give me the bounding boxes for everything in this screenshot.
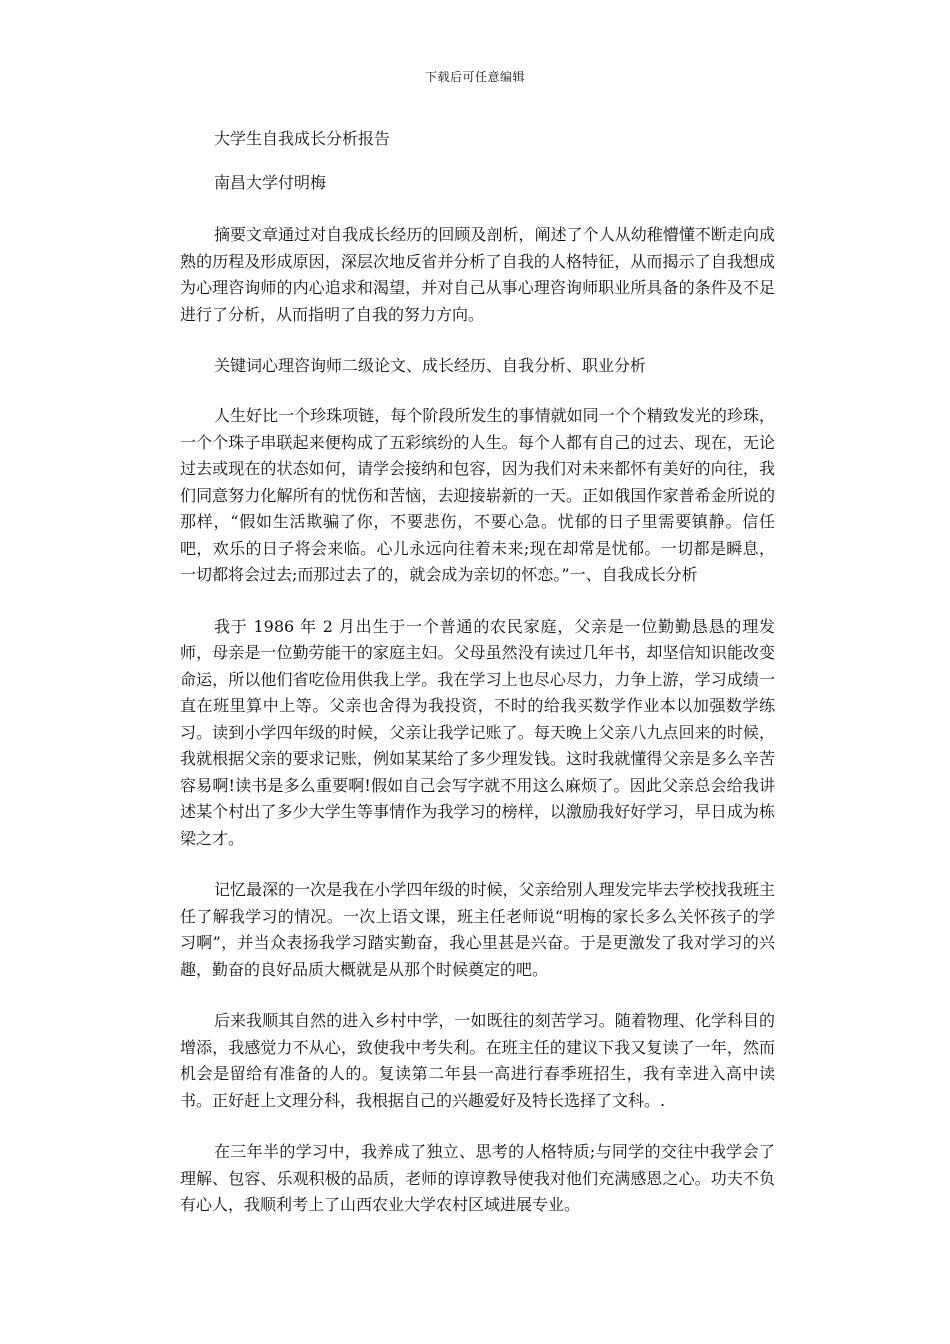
body-paragraph: 在三年半的学习中，我养成了独立、思考的人格特质;与同学的交往中我学会了理解、包容、乐观积极的品质，老师的谆谆教导使我对他们充满感恩之心。功夫不负有心人，我顺利考上了山西农业大学农村区域进展专业。 xyxy=(180,1142,775,1214)
document-body xyxy=(180,126,775,1244)
body-paragraph: 后来我顺其自然的进入乡村中学，一如既往的刻苦学习。随着物理、化学科目的增添，我感觉力不从心，致使我中考失利。在班主任的建议下我又复读了一年，然而机会是留给有准备的人的。复读第二年县一高进行春季班招生，我有幸进入高中读书。正好赶上文理分科，我根据自己的兴趣爱好及特长选择了文科。. xyxy=(180,1011,775,1110)
keywords-line: 关键词心理咨询师二级论文、成长经历、自我分析、职业分析 xyxy=(214,356,647,375)
document-author: 南昌大学付明梅 xyxy=(214,173,327,192)
abstract-paragraph: 摘要文章通过对自我成长经历的回顾及剖析，阐述了个人从幼稚懵懂不断走向成熟的历程及形成原因，深层次地反省并分析了自我的人格特征，从而揭示了自我想成为心理咨询师的内心追求和渴望，并对自己从事心理咨询师职业所具备的条件及不足进行了分析，从而指明了自我的努力方向。 xyxy=(180,225,775,324)
body-paragraph: 记忆最深的一次是我在小学四年级的时候，父亲给别人理发完毕去学校找我班主任了解我学习的情况。一次上语文课，班主任老师说“明梅的家长多么关怀孩子的学习啊”，并当众表扬我学习踏实勤奋，我心里甚是兴奋。于是更激发了我对学习的兴趣，勤奋的良好品质大概就是从那个时候奠定的吧。 xyxy=(180,880,775,979)
body-paragraph: 我于 1986 年 2 月出生于一个普通的农民家庭，父亲是一位勤勤恳恳的理发师，母亲是一位勤劳能干的家庭主妇。父母虽然没有读过几年书，却坚信知识能改变命运，所以他们省吃俭用供我上学。我在学习上也尽心尽力，力争上游，学习成绩一直在班里算中上等。父亲也舍得为我投资，不时的给我买数学作业本以加强数学练习。读到小学四年级的时候，父亲让我学记账了。每天晚上父亲八九点回来的时候，我就根据父亲的要求记账，例如某某给了多少理发钱。这时我就懂得父亲是多么辛苦容易啊!读书是多么重要啊!假如自己会写字就不用这么麻烦了。因此父亲总会给我讲述某个村出了多少大学生等事情作为我学习的榜样，以激励我好好学习，早日成为栋梁之才。 xyxy=(180,616,775,848)
header-note: 下载后可任意编辑 xyxy=(424,70,525,84)
body-paragraph: 人生好比一个珍珠项链，每个阶段所发生的事情就如同一个个精致发光的珍珠，一个个珠子串联起来便构成了五彩缤纷的人生。每个人都有自己的过去、现在，无论过去或现在的状态如何，请学会接纳和包容，因为我们对未来都怀有美好的向往，我们同意努力化解所有的忧伤和苦恼，去迎接崭新的一天。正如俄国作家普希金所说的那样，“假如生活欺骗了你，不要悲伤，不要心急。忧郁的日子里需要镇静。信任吧，欢乐的日子将会来临。心儿永远向往着未来;现在却常是忧郁。一切都是瞬息，一切都将会过去;而那过去了的，就会成为亲切的怀恋。”一、自我成长分析 xyxy=(180,406,775,584)
document-title: 大学生自我成长分析报告 xyxy=(214,129,391,148)
